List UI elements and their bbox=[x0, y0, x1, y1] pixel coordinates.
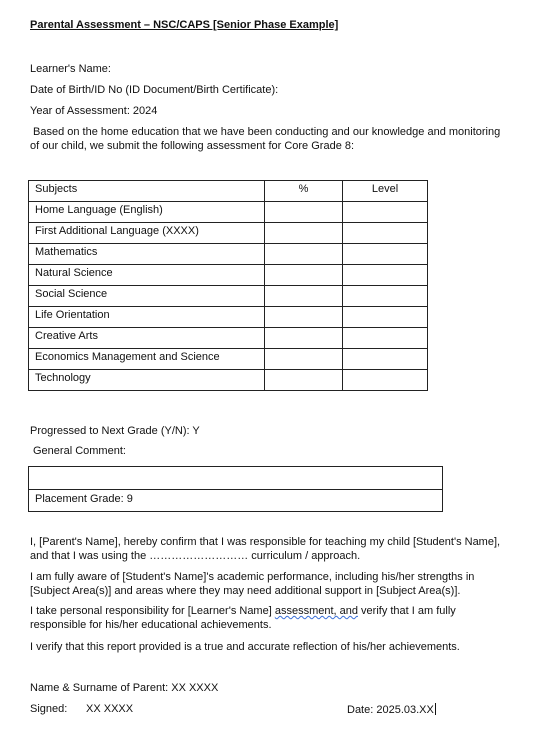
table-row bbox=[29, 286, 428, 307]
declaration-paragraph-4: I verify that this report provided is a true and accurate reflection of his/her achievements. bbox=[30, 641, 460, 653]
percent-cell[interactable] bbox=[265, 202, 343, 223]
table-row bbox=[29, 307, 428, 328]
percent-cell[interactable] bbox=[265, 370, 343, 391]
general-comment-box[interactable] bbox=[28, 466, 443, 490]
subject-cell: Natural Science bbox=[29, 265, 265, 286]
percent-cell[interactable] bbox=[265, 349, 343, 370]
subject-cell: Home Language (English) bbox=[29, 202, 265, 223]
assessment-table bbox=[28, 180, 428, 391]
placement-box bbox=[28, 489, 443, 512]
subject-cell: Life Orientation bbox=[29, 307, 265, 328]
signed-label: Signed: bbox=[30, 703, 68, 715]
signed-value: XX XXXX bbox=[86, 703, 134, 715]
text-cursor bbox=[435, 703, 436, 715]
percent-cell[interactable] bbox=[265, 265, 343, 286]
header-percent: % bbox=[265, 181, 343, 202]
table-row bbox=[29, 349, 428, 370]
document-title: Parental Assessment – NSC/CAPS [Senior Phase Example] bbox=[30, 19, 339, 31]
table-header-row bbox=[29, 181, 428, 202]
level-cell[interactable] bbox=[343, 328, 428, 349]
declaration-paragraph-2: I am fully aware of [Student's Name]'s academic performance, including his/her strengths in [Subject Area(s)] and areas where they may need additional support in [Subject Area(s)]. bbox=[30, 571, 475, 597]
level-cell[interactable] bbox=[343, 286, 428, 307]
spellcheck-marked-text[interactable]: assessment, and bbox=[274, 605, 358, 617]
subject-cell: First Additional Language (XXXX) bbox=[29, 223, 265, 244]
table-row bbox=[29, 265, 428, 286]
declaration-paragraph-3 bbox=[30, 604, 470, 632]
table-row bbox=[29, 202, 428, 223]
percent-cell[interactable] bbox=[265, 307, 343, 328]
declaration-paragraph-1: I, [Parent's Name], hereby confirm that I was responsible for teaching my child [Student's Name], and that I was using the ……………………… curriculum / approach. bbox=[30, 536, 501, 562]
level-cell[interactable] bbox=[343, 370, 428, 391]
parent-name-line: Name & Surname of Parent: XX XXXX bbox=[30, 682, 219, 694]
table-row bbox=[29, 370, 428, 391]
date-line[interactable] bbox=[347, 703, 436, 716]
declaration-p3-end: verify that I am fully responsible for his/her educational achievements. bbox=[30, 605, 456, 631]
level-cell[interactable] bbox=[343, 307, 428, 328]
table-row bbox=[29, 223, 428, 244]
subject-cell: Creative Arts bbox=[29, 328, 265, 349]
general-comment-label: General Comment: bbox=[33, 445, 126, 457]
dob-label: Date of Birth/ID No (ID Document/Birth Certificate): bbox=[30, 84, 279, 96]
subject-cell: Economics Management and Science bbox=[29, 349, 265, 370]
level-cell[interactable] bbox=[343, 349, 428, 370]
intro-paragraph: Based on the home education that we have been conducting and our knowledge and monitoring of our child, we submit the following assessment for Core Grade 8: bbox=[30, 126, 501, 152]
percent-cell[interactable] bbox=[265, 223, 343, 244]
declaration-p3-start: I take personal responsibility for [Learner's Name] bbox=[30, 605, 275, 617]
level-cell[interactable] bbox=[343, 244, 428, 265]
percent-cell[interactable] bbox=[265, 286, 343, 307]
progressed-line: Progressed to Next Grade (Y/N): Y bbox=[30, 425, 200, 437]
level-cell[interactable] bbox=[343, 265, 428, 286]
subject-cell: Mathematics bbox=[29, 244, 265, 265]
level-cell[interactable] bbox=[343, 223, 428, 244]
header-subjects: Subjects bbox=[29, 181, 265, 202]
header-level: Level bbox=[343, 181, 428, 202]
subject-cell: Social Science bbox=[29, 286, 265, 307]
table-row bbox=[29, 328, 428, 349]
percent-cell[interactable] bbox=[265, 244, 343, 265]
date-text: Date: 2025.03.XX bbox=[347, 704, 434, 716]
year-label: Year of Assessment: 2024 bbox=[30, 105, 158, 117]
subject-cell: Technology bbox=[29, 370, 265, 391]
level-cell[interactable] bbox=[343, 202, 428, 223]
percent-cell[interactable] bbox=[265, 328, 343, 349]
learner-name-label: Learner's Name: bbox=[30, 63, 111, 75]
table-row bbox=[29, 244, 428, 265]
placement-grade: Placement Grade: 9 bbox=[35, 493, 133, 505]
